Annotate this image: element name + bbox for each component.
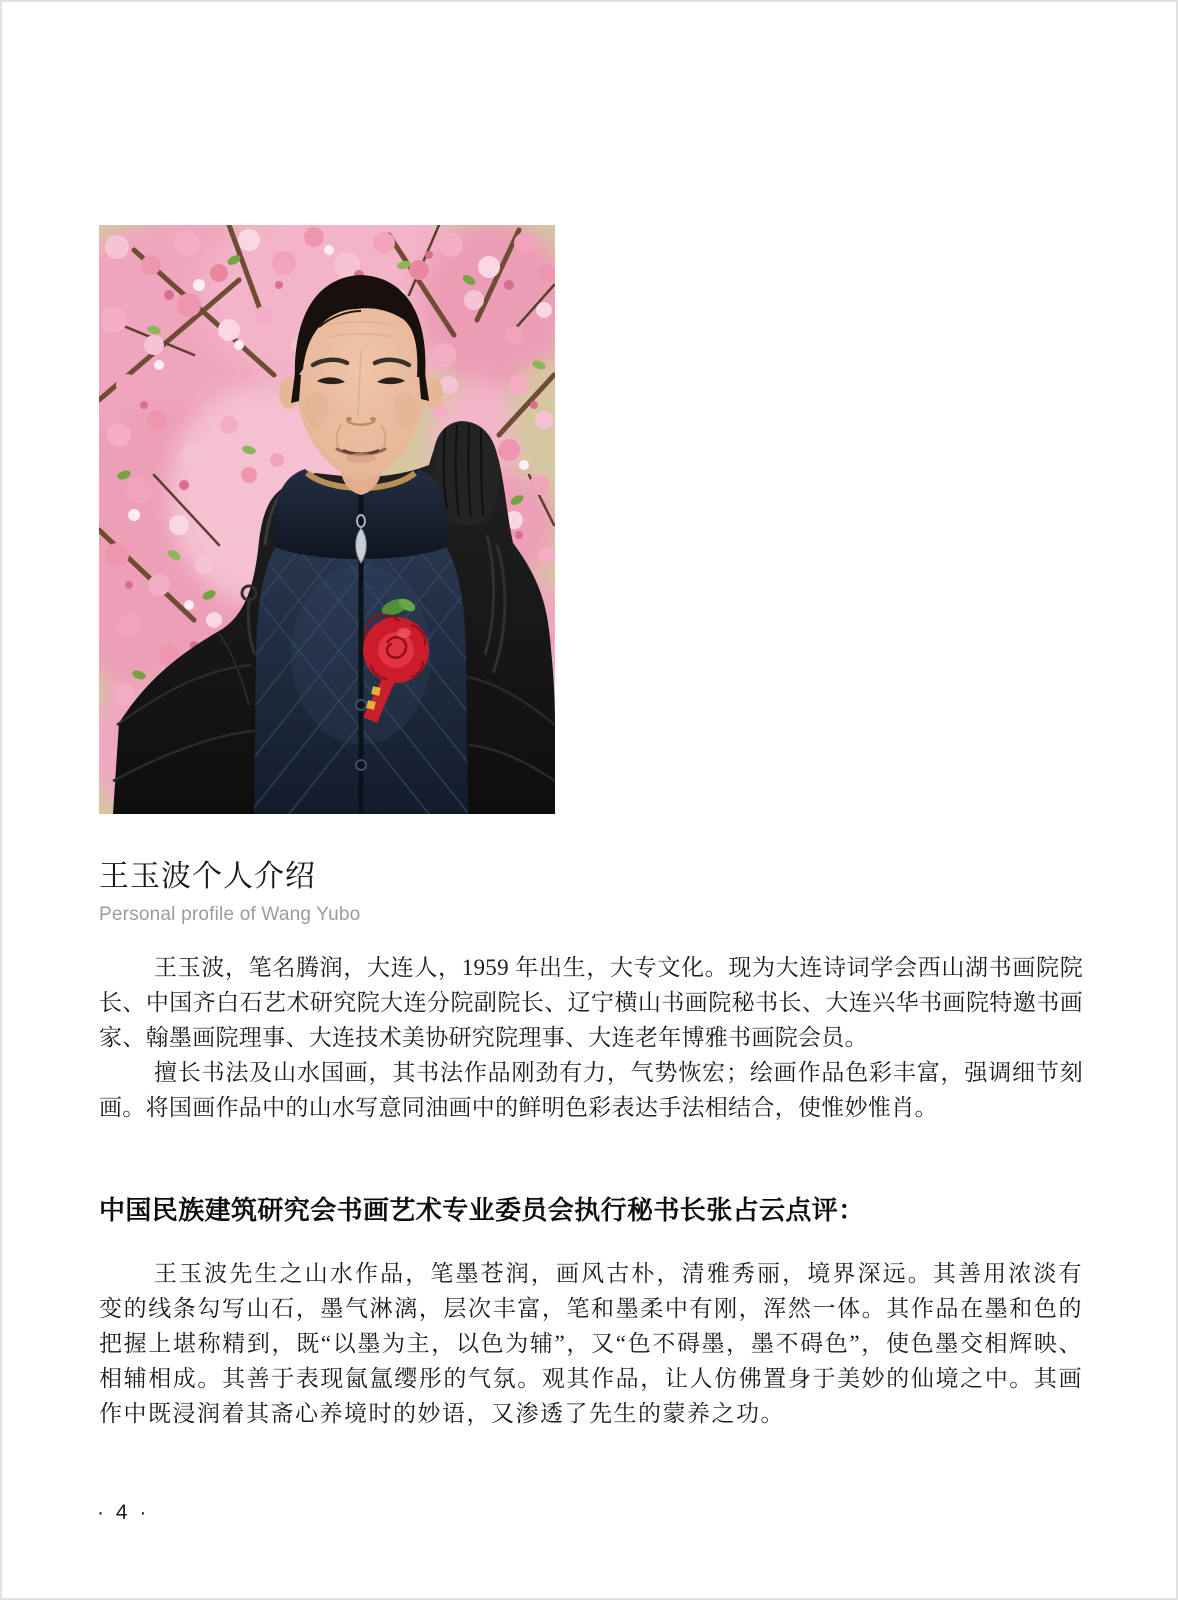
page-number: · 4 · [97, 1501, 150, 1524]
profile-subtitle: Personal profile of Wang Yubo [99, 904, 361, 925]
review-paragraphs [99, 1256, 1083, 1431]
profile-paragraphs [99, 950, 1083, 1125]
portrait-photo [99, 225, 555, 814]
snap-button [356, 700, 366, 710]
profile-paragraph-1: 王玉波，笔名腾润，大连人，1959 年出生，大专文化。现为大连诗词学会西山湖书画院院长、中国齐白石艺术研究院大连分院副院长、辽宁横山书画院秘书长、大连兴华书画院特邀书画家、翰墨画院理事、大连技术美协研究院理事、大连老年博雅书画院会员。 [99, 955, 1083, 1050]
snap-button [356, 760, 366, 770]
portrait-photo-illustration [99, 225, 555, 814]
review-heading: 中国民族建筑研究会书画艺术专业委员会执行秘书长张占云点评： [99, 1195, 865, 1225]
profile-title: 王玉波个人介绍 [99, 860, 316, 893]
review-paragraph-1: 王玉波先生之山水作品，笔墨苍润，画风古朴，清雅秀丽，境界深远。其善用浓淡有变的线条勾写山石，墨气淋漓，层次丰富，笔和墨柔中有刚，浑然一体。其作品在墨和色的把握上堪称精到，既“以墨为主，以色为辅”，又“色不碍墨，墨不碍色”，使色墨交相辉映、相辅相成。其善于表现氤氲缨彤的气氛。观其作品，让人仿佛置身于美妙的仙境之中。其画作中既浸润着其斋心养境时的妙语，又渗透了先生的蒙养之功。 [99, 1261, 1083, 1426]
profile-paragraph-2: 擅长书法及山水国画，其书法作品刚劲有力，气势恢宏；绘画作品色彩丰富，强调细节刻画。将国画作品中的山水写意同油画中的鲜明色彩表达手法相结合，使惟妙惟肖。 [99, 1060, 1083, 1120]
